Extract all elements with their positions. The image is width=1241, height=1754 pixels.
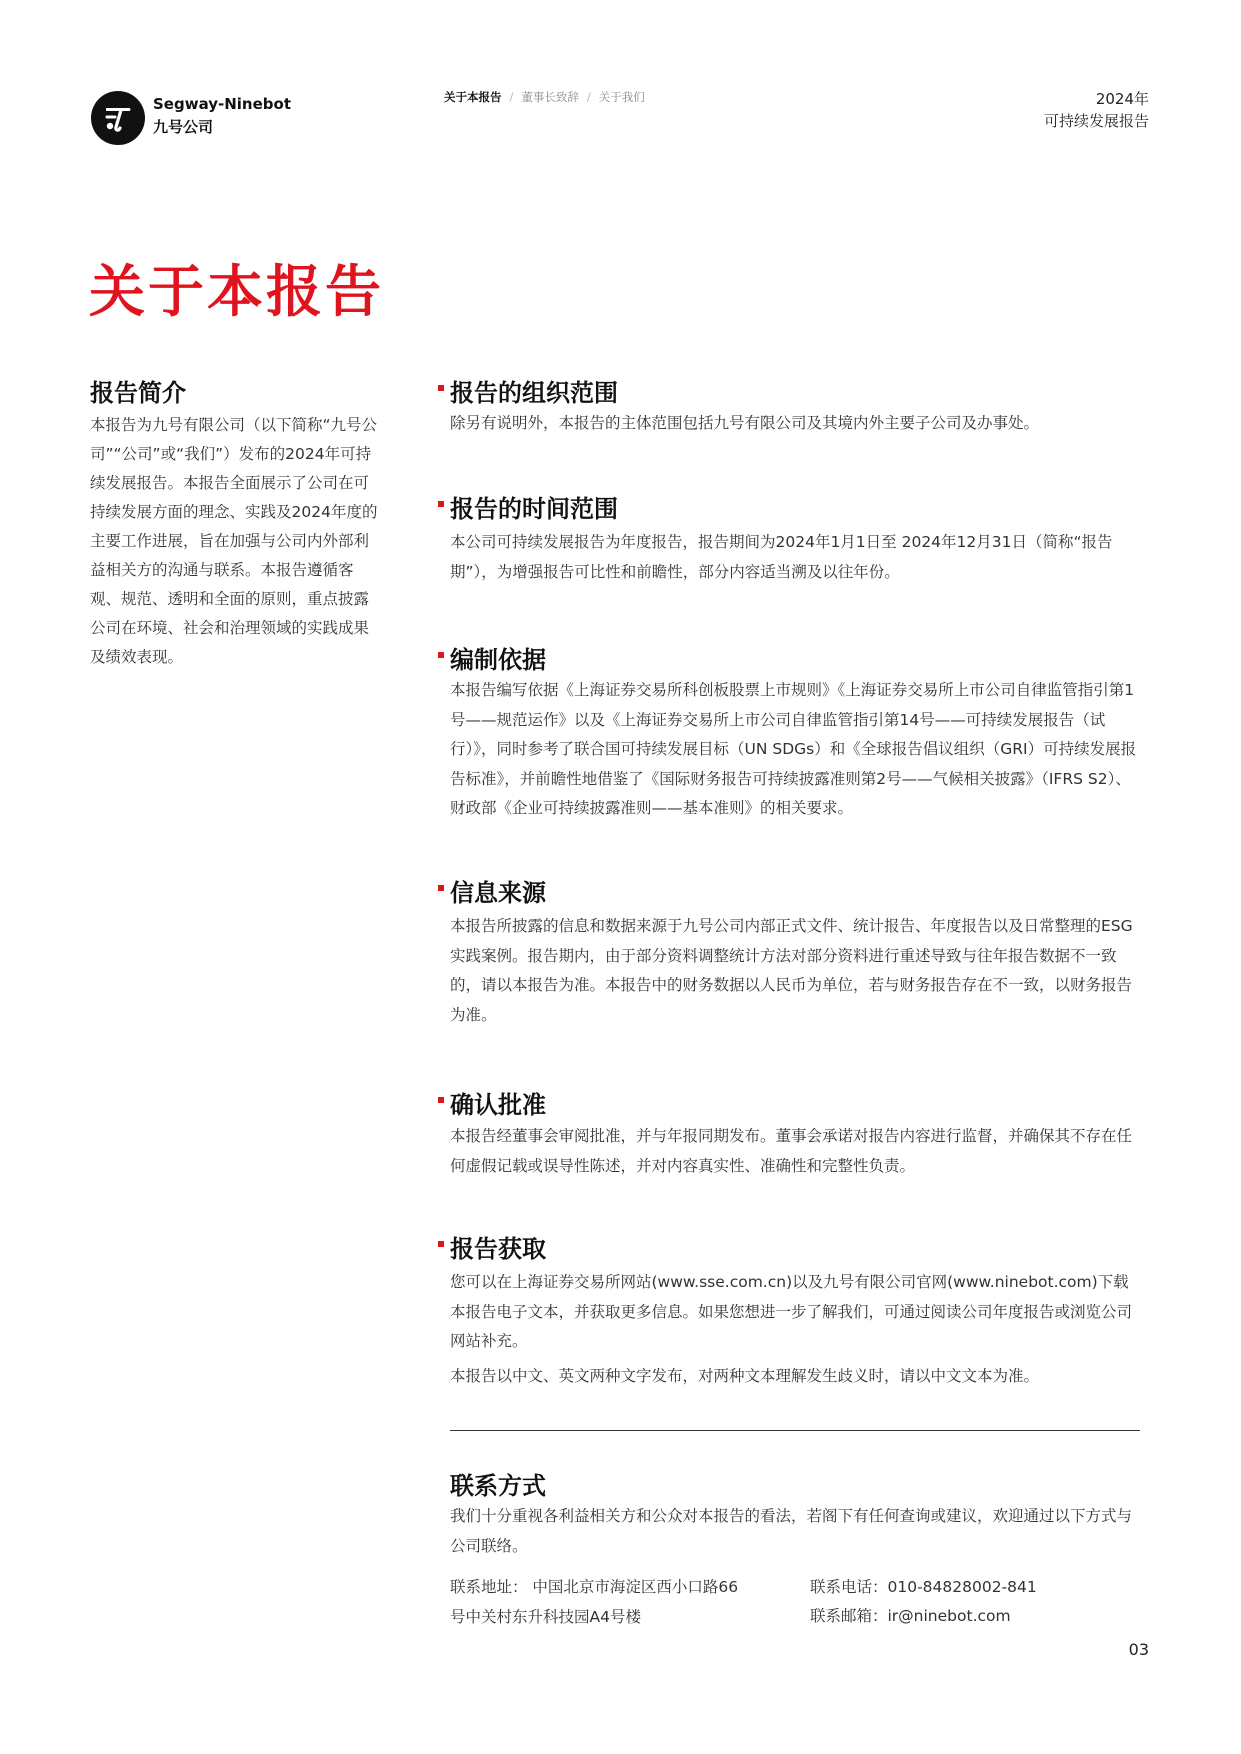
section-body-approval: 本报告经董事会审阅批准，并与年报同期发布。董事会承诺对报告内容进行监督，并确保其不存在任何虚假记载或误导性陈述，并对内容真实性、准确性和完整性负责。 [450,1127,1133,1175]
section-body-sources: 本报告所披露的信息和数据来源于九号公司内部正式文件、统计报告、年度报告以及日常整理的ESG实践案例。报告期内，由于部分资料调整统计方法对部分资料进行重述导致与往年报告数据不一致的，请以本报告为准。本报告中的财务数据以人民币为单位，若与财务报告存在不一致，以财务报告为准。 [450,917,1133,1024]
breadcrumb-separator: / [586,90,591,104]
breadcrumb-about-us[interactable]: 关于我们 [598,90,645,104]
ninebot-logo-icon [91,91,145,145]
section-body-access: 您可以在上海证券交易所网站(www.sse.com.cn)以及九号有限公司官网(www.ninebot.com)下载本报告电子文本，并获取更多信息。如果您想进一步了解我们，可通过阅读公司年度报告或浏览公司网站补充。 [450,1273,1133,1350]
breadcrumb [444,89,645,105]
contact-description: 我们十分重视各利益相关方和公众对本报告的看法，若阁下有任何查询或建议，欢迎通过以下方式与公司联络。 [450,1507,1133,1555]
section-heading-access: 报告获取 [450,1235,546,1263]
section-body-scope: 除另有说明外，本报告的主体范围包括九号有限公司及其境内外主要子公司及办事处。 [450,414,1040,432]
section-marker [438,501,444,507]
section-marker [438,1241,444,1247]
section-marker [438,1097,444,1103]
section-body-language: 本报告以中文、英文两种文字发布，对两种文本理解发生歧义时，请以中文文本为准。 [450,1367,1040,1385]
section-heading-scope: 报告的组织范围 [450,379,618,407]
section-body-period: 本公司可持续发展报告为年度报告，报告期间为2024年1月1日至 2024年12月31日（简称“报告期”），为增强报告可比性和前瞻性，部分内容适当溯及以往年份。 [450,533,1113,581]
brand-name-cn: 九号公司 [153,118,214,136]
header-report-title: 可持续发展报告 [1043,112,1149,130]
section-marker [438,652,444,658]
section-marker [438,385,444,391]
section-heading-basis: 编制依据 [450,646,546,674]
section-heading-approval: 确认批准 [450,1091,546,1119]
contact-phone: 联系电话：010-84828002-841 [810,1578,1037,1596]
page-title: 关于本报告 [89,260,384,325]
page-number: 03 [1128,1640,1149,1659]
intro-body: 本报告为九号有限公司（以下简称“九号公司”“公司”或“我们”）发布的2024年可持续发展报告。本报告全面展示了公司在可持续发展方面的理念、实践及2024年度的主要工作进展，旨在加强与公司内外部利益相关方的沟通与联系。本报告遵循客观、规范、透明和全面的原则，重点披露公司在环境、社会和治理领域的实践成果及绩效表现。 [90,416,378,666]
breadcrumb-separator: / [509,90,514,104]
divider [450,1430,1140,1431]
intro-heading: 报告简介 [90,379,186,407]
contact-heading: 联系方式 [450,1472,546,1500]
brand-name-en: Segway-Ninebot [153,95,291,113]
section-heading-period: 报告的时间范围 [450,495,618,523]
section-marker [438,885,444,891]
breadcrumb-about-report[interactable]: 关于本报告 [444,90,502,104]
section-heading-sources: 信息来源 [450,879,546,907]
header-year: 2024年 [1095,90,1149,108]
contact-email[interactable]: 联系邮箱：ir@ninebot.com [810,1607,1011,1625]
contact-address: 联系地址： 中国北京市海淀区西小口路66号中关村东升科技园A4号楼 [450,1578,739,1626]
section-body-basis: 本报告编写依据《上海证券交易所科创板股票上市规则》《上海证券交易所上市公司自律监管指引第1号——规范运作》以及《上海证券交易所上市公司自律监管指引第14号——可持续发展报告（试行）》，同时参考了联合国可持续发展目标（UN SDGs）和《全球报告倡议组织（GRI）可持续发展报告标准》，并前瞻性地借鉴了《国际财务报告可持续披露准则第2号——气候相关披露》（IFRS S2）、财政部《企业可持续披露准则——基本准则》的相关要求。 [450,681,1137,817]
breadcrumb-chairman-letter[interactable]: 董事长致辞 [521,90,579,104]
